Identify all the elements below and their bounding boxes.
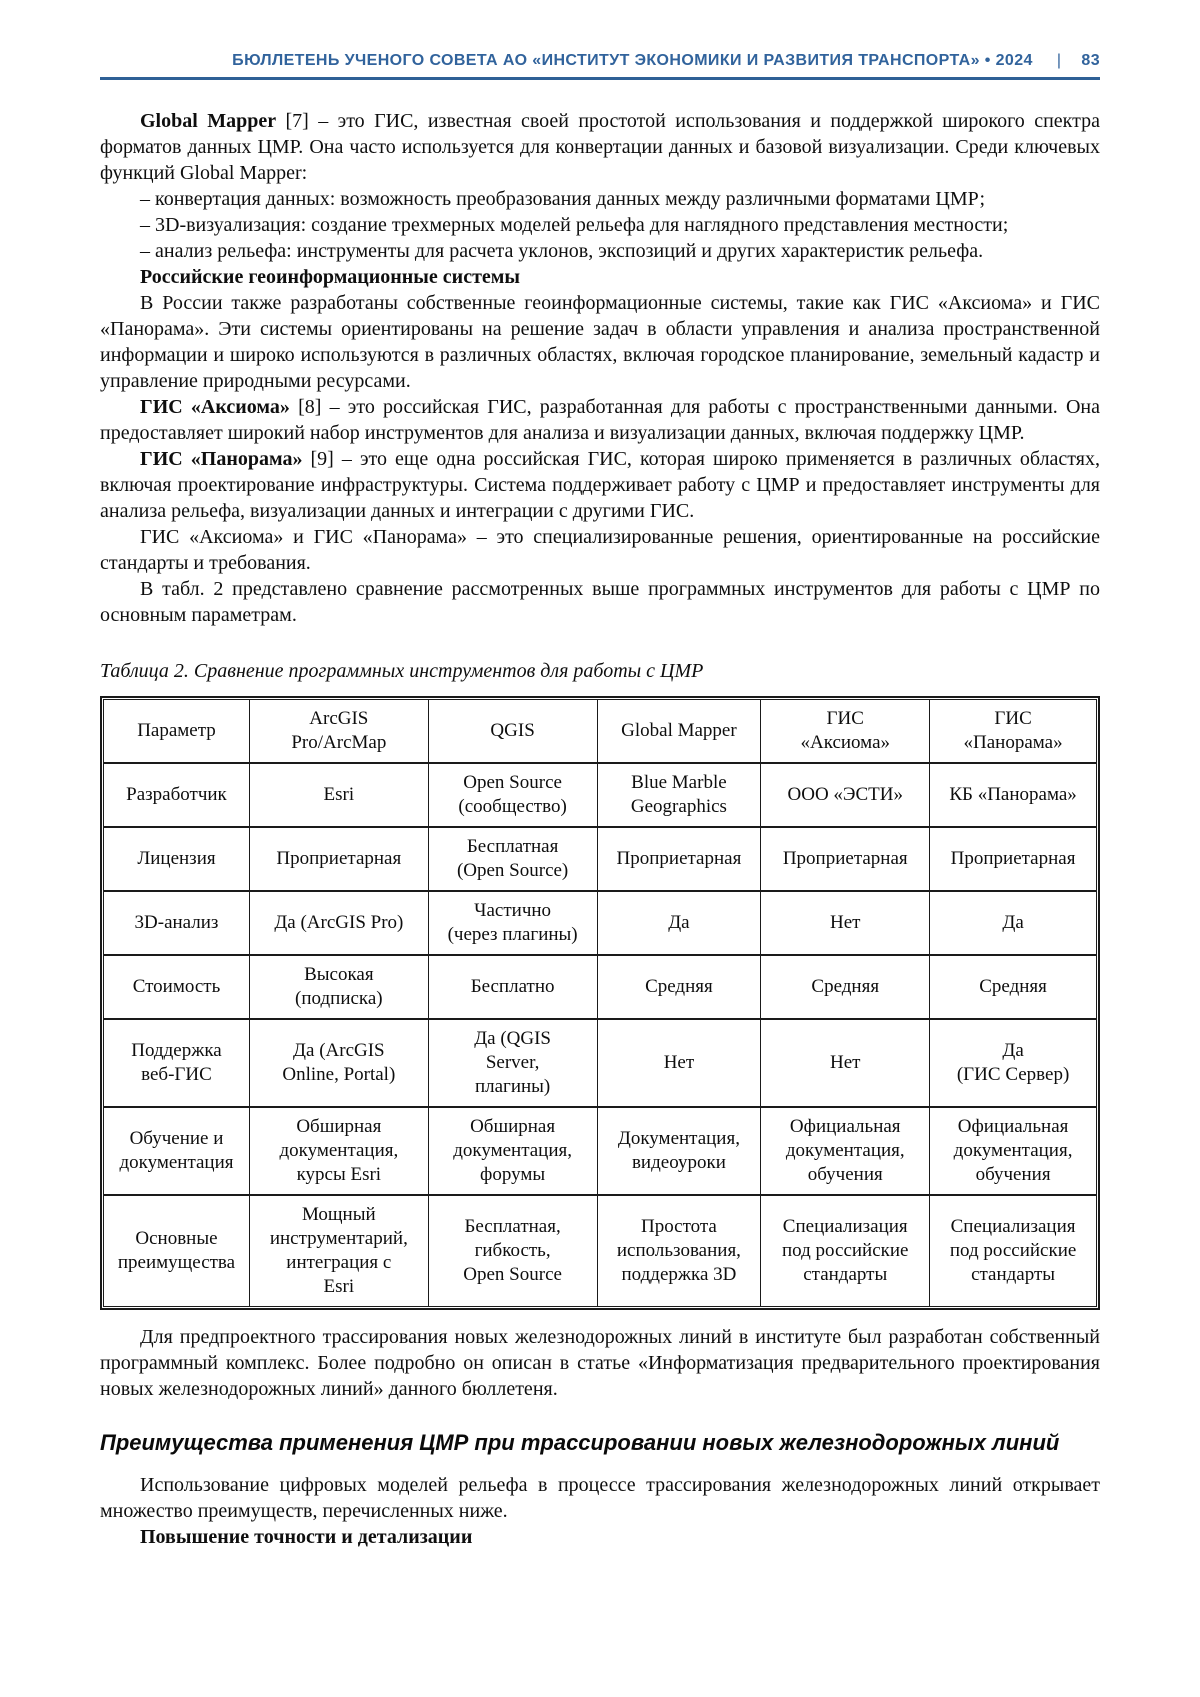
- article-body: [100, 108, 1100, 1550]
- table-cell: Open Source (сообщество): [428, 763, 597, 827]
- bullet-item: – конвертация данных: возможность преобразования данных между различными форматами ЦМР;: [140, 188, 986, 210]
- table-row: [104, 827, 1097, 891]
- table-cell: Высокая (подписка): [249, 955, 428, 1019]
- page-number: 83: [1081, 52, 1100, 69]
- bullet-item: – 3D-визуализация: создание трехмерных моделей рельефа для наглядного представления местности;: [140, 214, 1009, 236]
- table-cell: Обучение и документация: [104, 1107, 250, 1195]
- paragraph-lead: ГИС «Панорама»: [140, 448, 303, 470]
- table-cell: Поддержка веб-ГИС: [104, 1019, 250, 1107]
- paragraph-table-intro: В табл. 2 представлено сравнение рассмотренных выше программных инструментов для работы с ЦМР по основным параметрам.: [100, 578, 1100, 626]
- table-row: [104, 1019, 1097, 1107]
- table-cell: Да (ArcGIS Online, Portal): [249, 1019, 428, 1107]
- running-head: [100, 52, 1100, 70]
- table-row: [104, 763, 1097, 827]
- table-cell: Простота использования, поддержка 3D: [597, 1195, 761, 1307]
- bullet-item: – анализ рельефа: инструменты для расчета уклонов, экспозиций и других характеристик рельефа.: [140, 240, 984, 262]
- subheading-accuracy: Повышение точности и детализации: [140, 1526, 473, 1548]
- comparison-table-frame: [100, 696, 1100, 1310]
- table-cell: Стоимость: [104, 955, 250, 1019]
- table-cell: Специализация под российские стандарты: [761, 1195, 930, 1307]
- paragraph-advantages: Использование цифровых моделей рельефа в процессе трассирования железнодорожных линий открывает множество преимуществ, перечисленных ниже.: [100, 1474, 1100, 1522]
- header-rule: [100, 77, 1100, 80]
- table-cell: Проприетарная: [249, 827, 428, 891]
- paragraph-global-mapper: [100, 108, 1100, 186]
- table-row: [104, 1195, 1097, 1307]
- table-cell: Официальная документация, обучения: [761, 1107, 930, 1195]
- table-cell: Средняя: [761, 955, 930, 1019]
- table-cell: Да (QGIS Server, плагины): [428, 1019, 597, 1107]
- table-cell: Blue Marble Geographics: [597, 763, 761, 827]
- table-header-cell: Global Mapper: [597, 700, 761, 764]
- table-cell: Лицензия: [104, 827, 250, 891]
- table-cell: Проприетарная: [597, 827, 761, 891]
- table-cell: Документация, видеоуроки: [597, 1107, 761, 1195]
- table-cell: Средняя: [930, 955, 1097, 1019]
- table-cell: Проприетарная: [761, 827, 930, 891]
- subheading-russian-gis: Российские геоинформационные системы: [140, 266, 521, 288]
- table-header-cell: QGIS: [428, 700, 597, 764]
- table-caption: Таблица 2. Сравнение программных инструментов для работы с ЦМР: [100, 660, 704, 682]
- paragraph-lead: ГИС «Аксиома»: [140, 396, 290, 418]
- table-cell: Частично (через плагины): [428, 891, 597, 955]
- journal-title: БЮЛЛЕТЕНЬ УЧЕНОГО СОВЕТА АО «ИНСТИТУТ ЭКОНОМИКИ И РАЗВИТИЯ ТРАНСПОРТА» • 2024: [232, 52, 1033, 69]
- section-heading-advantages: Преимущества применения ЦМР при трассировании новых железнодорожных линий: [100, 1430, 1060, 1455]
- table-row: [104, 1107, 1097, 1195]
- table-cell: Нет: [761, 891, 930, 955]
- table-cell: Да (ГИС Сервер): [930, 1019, 1097, 1107]
- table-cell: Специализация под российские стандарты: [930, 1195, 1097, 1307]
- paragraph-text: [7] – это ГИС, известная своей простотой использования и поддержкой широкого спектра форматов данных ЦМР. Она часто используется для конвертации данных и базовой визуализации. Среди ключевых функций Global Mapper:: [100, 110, 1100, 184]
- table-cell: Обширная документация, форумы: [428, 1107, 597, 1195]
- table-header-cell: Параметр: [104, 700, 250, 764]
- table-header-cell: ГИС «Аксиома»: [761, 700, 930, 764]
- table-header-row: [104, 700, 1097, 764]
- table-cell: Бесплатная (Open Source): [428, 827, 597, 891]
- paragraph-aksioma: [100, 394, 1100, 446]
- table-cell: Официальная документация, обучения: [930, 1107, 1097, 1195]
- paragraph-russia: В России также разработаны собственные геоинформационные системы, такие как ГИС «Аксиома» и ГИС «Панорама». Эти системы ориентированы на решение задач в области управления и анализа пространственной информации и широко используются в различных областях, включая городское планирование, земельный кадастр и управление природными ресурсами.: [100, 292, 1100, 392]
- table-cell: Проприетарная: [930, 827, 1097, 891]
- table-cell: Esri: [249, 763, 428, 827]
- table-cell: Да (ArcGIS Pro): [249, 891, 428, 955]
- table-cell: Мощный инструментарий, интеграция с Esri: [249, 1195, 428, 1307]
- table-cell: Да: [930, 891, 1097, 955]
- table-cell: ООО «ЭСТИ»: [761, 763, 930, 827]
- table-cell: 3D-анализ: [104, 891, 250, 955]
- page-header: [100, 52, 1100, 80]
- paragraph-panorama: [100, 446, 1100, 524]
- table-cell: Бесплатно: [428, 955, 597, 1019]
- paragraph-both-gis: ГИС «Аксиома» и ГИС «Панорама» – это специализированные решения, ориентированные на российские стандарты и требования.: [100, 526, 1100, 574]
- table-row: [104, 891, 1097, 955]
- table-cell: Бесплатная, гибкость, Open Source: [428, 1195, 597, 1307]
- paragraph-text: [8] – это российская ГИС, разработанная для работы с пространственными данными. Она предоставляет широкий набор инструментов для анализа и визуализации данных, включая поддержку ЦМР.: [100, 396, 1100, 444]
- table-cell: Основные преимущества: [104, 1195, 250, 1307]
- table-cell: Разработчик: [104, 763, 250, 827]
- header-separator: |: [1056, 52, 1062, 69]
- table-header-cell: ГИС «Панорама»: [930, 700, 1097, 764]
- table-cell: Нет: [761, 1019, 930, 1107]
- table-cell: Да: [597, 891, 761, 955]
- comparison-table: [103, 699, 1097, 1307]
- table-cell: Нет: [597, 1019, 761, 1107]
- paragraph-lead: Global Mapper: [140, 110, 277, 132]
- table-cell: Обширная документация, курсы Esri: [249, 1107, 428, 1195]
- table-header-cell: ArcGIS Pro/ArcMap: [249, 700, 428, 764]
- paragraph-after-table: Для предпроектного трассирования новых железнодорожных линий в институте был разработан собственный программный комплекс. Более подробно он описан в статье «Информатизация предварительного проектирования новых железнодорожных линий» данного бюллетеня.: [100, 1326, 1100, 1400]
- table-cell: КБ «Панорама»: [930, 763, 1097, 827]
- table-cell: Средняя: [597, 955, 761, 1019]
- paragraph-text: [9] – это еще одна российская ГИС, которая широко применяется в различных областях, включая проектирование инфраструктуры. Система поддерживает работу с ЦМР и предоставляет инструменты для анализа рельефа, визуализации данных и интеграции с другими ГИС.: [100, 448, 1100, 522]
- table-row: [104, 955, 1097, 1019]
